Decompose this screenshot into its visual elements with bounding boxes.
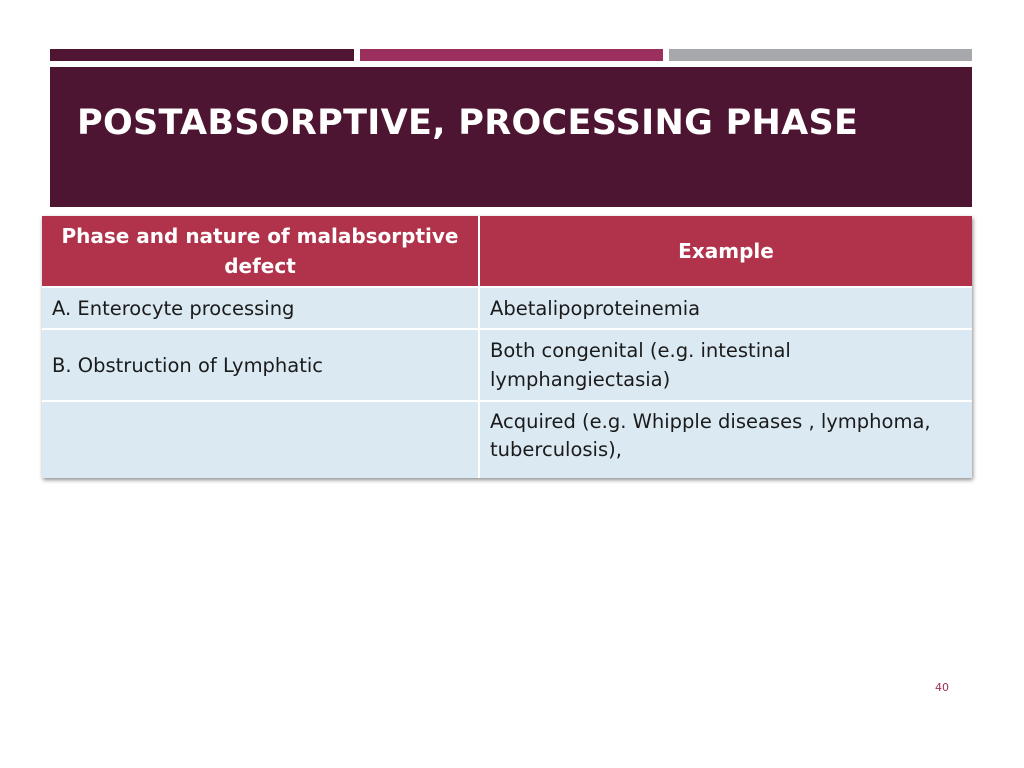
table-row	[42, 287, 972, 329]
accent-bar-middle	[360, 49, 663, 61]
malabsorption-table	[42, 216, 972, 478]
slide-title: POSTABSORPTIVE, PROCESSING PHASE	[77, 103, 859, 143]
table-cell-phase	[42, 401, 479, 478]
header-phase: Phase and nature of malabsorptive defect	[42, 216, 479, 287]
table-row	[42, 401, 972, 478]
table-row	[42, 329, 972, 401]
title-banner	[50, 67, 972, 207]
page-number: 40	[935, 681, 949, 694]
table-cell-phase: A. Enterocyte processing	[42, 287, 479, 329]
table-cell-example: Both congenital (e.g. intestinal lymphangiectasia)	[479, 329, 972, 401]
table-header-row	[42, 216, 972, 287]
header-example: Example	[479, 216, 972, 287]
accent-bar-right	[669, 49, 972, 61]
table-cell-example: Abetalipoproteinemia	[479, 287, 972, 329]
table	[42, 216, 972, 478]
table-cell-example: Acquired (e.g. Whipple diseases , lymphoma, tuberculosis),	[479, 401, 972, 478]
accent-bar-left	[50, 49, 354, 61]
table-cell-phase: B. Obstruction of Lymphatic	[42, 329, 479, 401]
